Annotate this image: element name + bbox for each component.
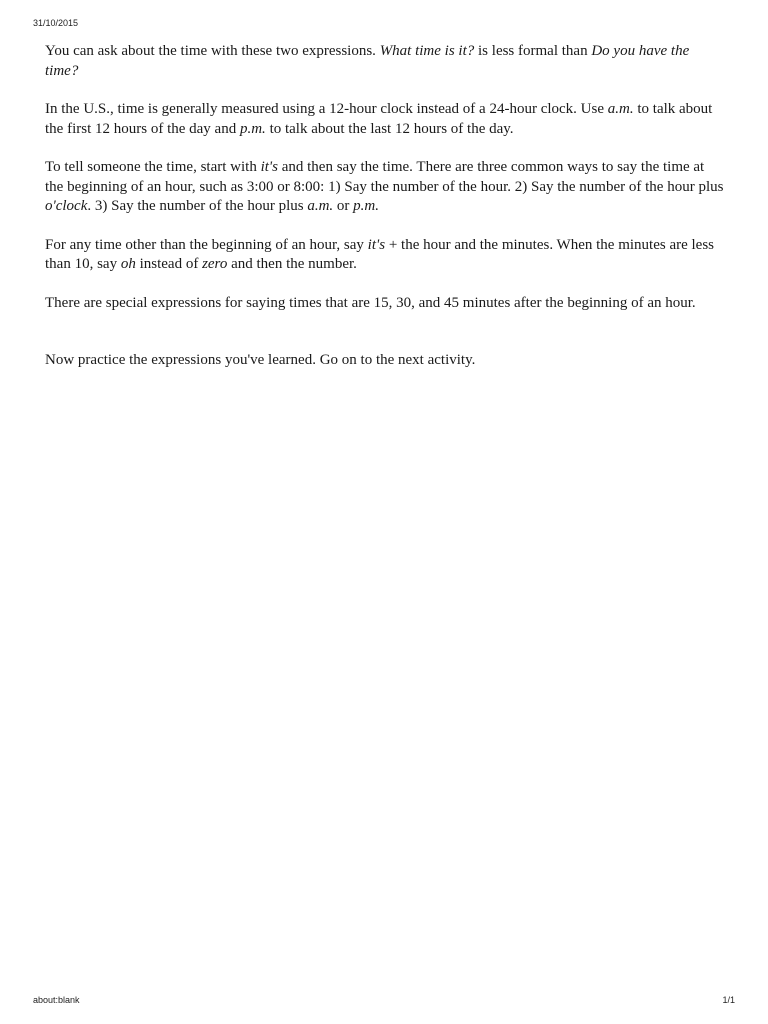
footer-url: about:blank	[33, 995, 80, 1005]
text-span: and then the number.	[227, 256, 357, 272]
italic-expression: a.m.	[607, 101, 634, 117]
italic-expression: it's	[367, 236, 386, 253]
paragraph-asking-time	[45, 42, 725, 81]
text-span: or	[333, 198, 354, 214]
text-span: In the U.S., time is generally measured using a 12-hour clock instead of a 24-hour clock. Use	[45, 101, 608, 117]
italic-expression: zero	[202, 256, 228, 272]
text-span: to talk about the first 12 hours of the day and	[45, 101, 713, 137]
text-span: and then say the time. There are three common ways to say the time at the beginning of an hour, such as 3:00 or 8:00: 1) Say the number of the hour. 2) Say the number of the hour plus	[45, 159, 724, 195]
paragraph-12-hour-clock	[45, 100, 725, 139]
italic-expression: p.m.	[239, 120, 266, 137]
italic-expression: a.m.	[307, 198, 334, 214]
italic-expression: Do you have the time?	[45, 43, 690, 79]
paragraph-special-expressions: There are special expressions for saying times that are 15, 30, and 45 minutes after the beginning of an hour.	[45, 294, 696, 311]
text-span: instead of	[135, 256, 203, 272]
paragraph-practice: Now practice the expressions you've learned. Go on to the next activity.	[45, 352, 476, 368]
paragraph-telling-time	[45, 158, 725, 217]
document-body	[45, 42, 725, 390]
text-span: is less formal than	[474, 43, 592, 59]
text-span: + the hour and the minutes. When the minutes are less than 10, say	[45, 236, 715, 272]
page-number: 1/1	[722, 995, 735, 1005]
text-span: . 3) Say the number of the hour plus	[87, 198, 308, 214]
text-span: You can ask about the time with these two expressions.	[45, 43, 380, 59]
text-span: For any time other than the beginning of an hour, say	[45, 236, 368, 253]
italic-expression: it's	[260, 159, 278, 175]
italic-expression: What time is it?	[379, 43, 475, 59]
italic-expression: p.m.	[353, 198, 380, 214]
text-span: To tell someone the time, start with	[45, 159, 261, 175]
print-date: 31/10/2015	[33, 18, 79, 28]
italic-expression: oh	[120, 256, 136, 272]
paragraph-minutes	[45, 236, 725, 275]
text-span: to talk about the last 12 hours of the day.	[265, 120, 514, 137]
italic-expression: o'clock	[45, 198, 88, 214]
